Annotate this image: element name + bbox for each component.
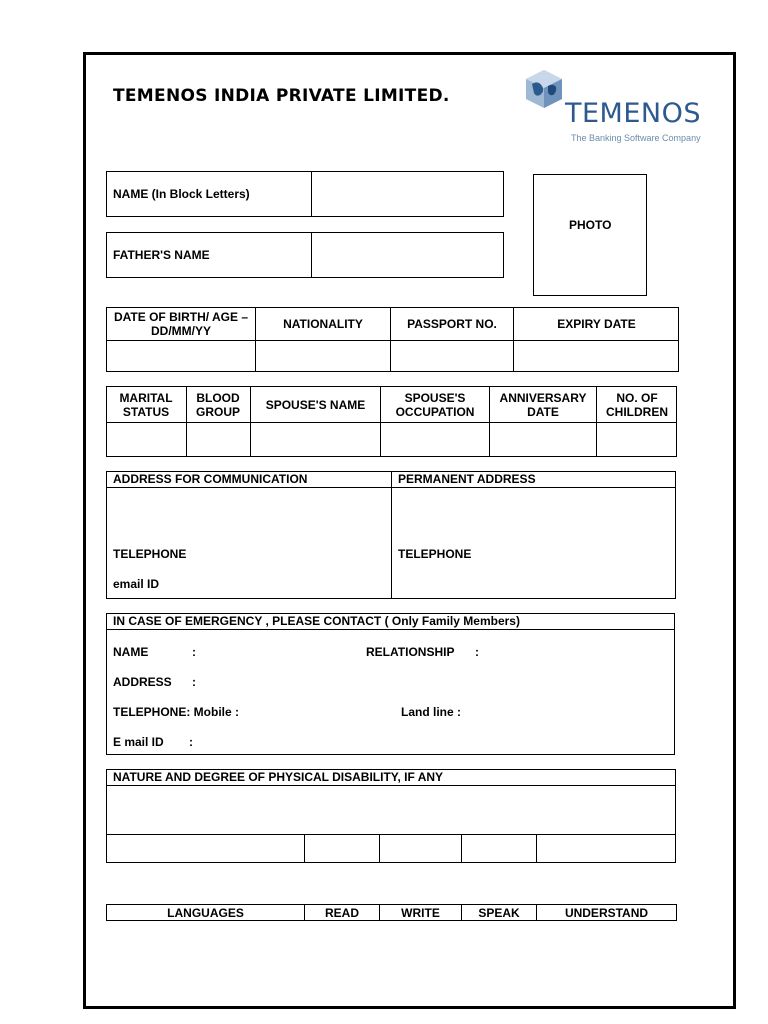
photo-label: PHOTO <box>569 218 612 232</box>
address-section <box>106 471 676 599</box>
father-name-field[interactable] <box>312 233 503 277</box>
emergency-title: IN CASE OF EMERGENCY , PLEASE CONTACT ( Only Family Members) <box>113 614 520 628</box>
header-languages: LANGUAGES <box>167 905 244 920</box>
header-spouse-occupation: SPOUSE'S OCCUPATION <box>395 390 475 419</box>
input-anniversary-date[interactable] <box>490 423 596 457</box>
globe-cube-icon <box>524 68 564 110</box>
emergency-landline-label: Land line : <box>401 705 461 719</box>
header-understand: UNDERSTAND <box>564 905 649 920</box>
address-communication-label: ADDRESS FOR COMMUNICATION <box>113 472 308 486</box>
disability-grid-row <box>107 835 675 862</box>
emergency-telephone-label: TELEPHONE: Mobile : <box>113 705 239 719</box>
emergency-name-colon: : <box>192 645 196 659</box>
header-spouse-name: SPOUSE'S NAME <box>265 397 366 412</box>
disability-title: NATURE AND DEGREE OF PHYSICAL DISABILITY, IF ANY <box>113 770 444 784</box>
emergency-address-label: ADDRESS <box>113 675 172 689</box>
input-children[interactable] <box>597 423 677 457</box>
emergency-section <box>106 613 675 755</box>
personal-details-table <box>106 307 679 372</box>
name-label: NAME (In Block Letters) <box>113 187 250 201</box>
input-dob[interactable] <box>107 341 255 372</box>
input-expiry[interactable] <box>514 341 679 372</box>
emergency-relationship-colon: : <box>475 645 479 659</box>
input-blood-group[interactable] <box>187 423 250 457</box>
disability-input[interactable] <box>107 786 675 834</box>
telephone-label-left: TELEPHONE <box>113 547 187 561</box>
company-name: TEMENOS INDIA PRIVATE LIMITED. <box>113 86 450 106</box>
photo-box[interactable] <box>533 174 647 296</box>
emergency-email-colon: : <box>189 735 193 749</box>
header-passport: PASSPORT NO. <box>407 317 497 331</box>
father-name-label: FATHER'S NAME <box>113 248 210 262</box>
logo-wordmark: TEMENOS <box>565 98 701 129</box>
family-details-table <box>106 386 677 457</box>
emergency-address-colon: : <box>192 675 196 689</box>
input-spouse-occupation[interactable] <box>381 423 489 457</box>
name-field[interactable] <box>312 172 503 216</box>
emergency-name-label: NAME <box>113 645 149 659</box>
emergency-relationship-label: RELATIONSHIP <box>366 645 455 659</box>
header-read: READ <box>324 905 359 920</box>
name-row <box>106 171 504 217</box>
header-speak: SPEAK <box>478 905 520 920</box>
input-nationality[interactable] <box>256 341 390 372</box>
input-spouse-name[interactable] <box>251 423 380 457</box>
father-name-row <box>106 232 504 278</box>
header-nationality: NATIONALITY <box>283 317 363 331</box>
input-passport[interactable] <box>391 341 513 372</box>
header-blood-group: BLOOD GROUP <box>195 390 240 419</box>
header-expiry: EXPIRY DATE <box>557 317 636 331</box>
telephone-label-right: TELEPHONE <box>398 547 472 561</box>
input-marital-status[interactable] <box>107 423 186 457</box>
email-label-left: email ID <box>113 577 160 591</box>
header-write: WRITE <box>401 905 440 920</box>
languages-table <box>106 904 677 921</box>
permanent-address-label: PERMANENT ADDRESS <box>398 472 536 486</box>
header-children: NO. OF CHILDREN <box>606 390 668 419</box>
header-anniversary-date: ANNIVERSARY DATE <box>499 390 587 419</box>
logo-tagline: The Banking Software Company <box>571 133 701 143</box>
header-dob: DATE OF BIRTH/ AGE – DD/MM/YY <box>113 310 248 338</box>
header-marital-status: MARITAL STATUS <box>119 390 173 419</box>
disability-section <box>106 769 676 863</box>
emergency-email-label: E mail ID <box>113 735 164 749</box>
